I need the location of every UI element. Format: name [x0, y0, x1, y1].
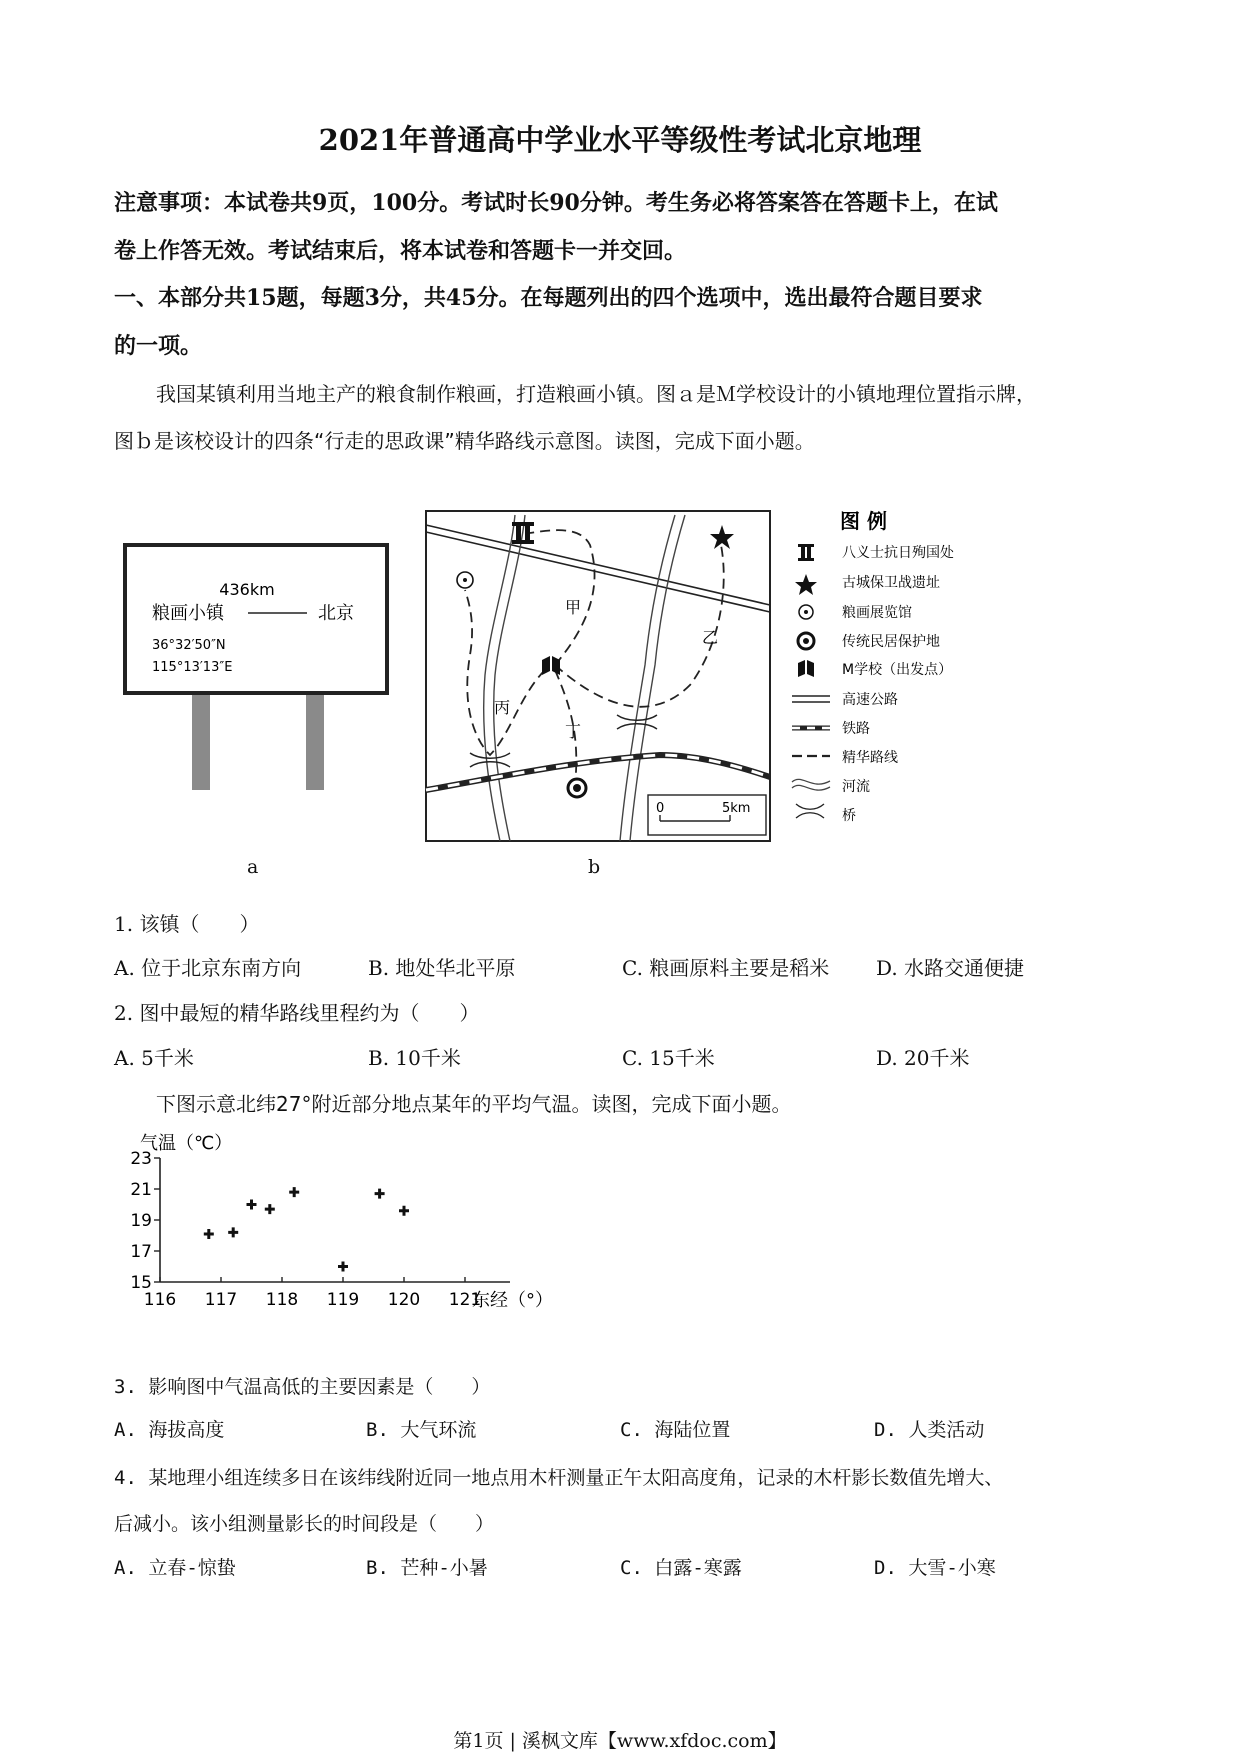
x-tick-label: 120 [387, 1290, 421, 1310]
legend-dot-circle-icon [799, 605, 813, 619]
q3-option-c[interactable]: C. 海陆位置 [620, 1419, 731, 1441]
legend-expressway-icon [792, 696, 830, 702]
question-4-line-1: 4. 某地理小组连续多日在该纬线附近同一地点用木杆测量正午太阳高度角，记录的木杆影长数值先增大、 [114, 1467, 1004, 1489]
x-tick-label: 117 [204, 1290, 238, 1310]
question-3-stem: 3. 影响图中气温高低的主要因素是（ ） [114, 1376, 491, 1398]
legend-book-icon [798, 660, 814, 677]
legend-label-8: 河流 [842, 779, 870, 795]
q4-option-a[interactable]: A. 立春-惊蛰 [114, 1557, 236, 1579]
figure-a-signboard [120, 540, 400, 790]
notice-line-2: 卷上作答无效。考试结束后，将本试卷和答题卡一并交回。 [114, 238, 687, 264]
sign-post-left [192, 690, 210, 790]
y-tick-label: 21 [130, 1180, 152, 1200]
question-4-line-2: 后减小。该小组测量影长的时间段是（ ） [114, 1513, 495, 1535]
temperature-scatter-chart [120, 1130, 580, 1325]
q1-option-a[interactable]: A. 位于北京东南方向 [114, 956, 302, 980]
sign-post-right [306, 690, 324, 790]
scale-end: 5km [722, 801, 751, 816]
q2-option-d[interactable]: D. 20千米 [876, 1046, 970, 1070]
page-footer: 第1页 | 溪枫文库【www.xfdoc.com】 [453, 1730, 787, 1752]
data-point [338, 1262, 348, 1272]
data-point [289, 1187, 299, 1197]
intro-1-line-2: 图ｂ是该校设计的四条“行走的思政课”精华路线示意图。读图，完成下面小题。 [114, 429, 815, 453]
page-title: 2021年普通高中学业水平等级性考试北京地理 [318, 123, 922, 157]
chart-ylabel: 气温（℃） [140, 1133, 233, 1154]
route-label-bing: 丙 [494, 698, 511, 717]
question-2-stem: 2. 图中最短的精华路线里程约为（ ） [114, 1001, 480, 1025]
map-frame [426, 511, 770, 841]
y-tick-label: 17 [130, 1242, 152, 1262]
double-circle-icon [568, 779, 586, 797]
section-heading-line-2: 的一项。 [114, 333, 203, 359]
legend-label-3: 传统民居保护地 [842, 634, 940, 650]
legend-star-icon [795, 574, 817, 595]
q3-option-d[interactable]: D. 人类活动 [874, 1419, 985, 1441]
y-tick-label: 23 [130, 1149, 152, 1169]
sign-distance: 436km [219, 580, 275, 599]
q3-option-b[interactable]: B. 大气环流 [366, 1419, 477, 1441]
route-label-ding: 丁 [565, 722, 582, 741]
x-tick-label: 121 [448, 1290, 482, 1310]
figure-a-caption: a [247, 856, 259, 878]
section-heading-line-1: 一、本部分共15题，每题3分，共45分。在每题列出的四个选项中，选出最符合题目要求 [114, 285, 983, 311]
data-point [265, 1204, 275, 1214]
intro-1-line-1: 我国某镇利用当地主产的粮食制作粮画，打造粮画小镇。图ａ是Ｍ学校设计的小镇地理位置指示牌， [156, 382, 1036, 406]
legend-label-2: 粮画展览馆 [842, 605, 912, 621]
q4-option-b[interactable]: B. 芒种-小暑 [366, 1557, 488, 1579]
legend-bridge-icon [796, 804, 824, 818]
scale-bar [648, 795, 766, 835]
q2-option-a[interactable]: A. 5千米 [114, 1046, 194, 1070]
y-tick-label: 15 [130, 1273, 152, 1293]
legend-label-7: 精华路线 [842, 750, 898, 766]
q4-option-d[interactable]: D. 大雪-小寒 [874, 1557, 996, 1579]
q1-option-b[interactable]: B. 地处华北平原 [368, 956, 516, 980]
legend-label-0: 八义士抗日殉国处 [842, 545, 954, 561]
data-point [375, 1189, 385, 1199]
x-tick-label: 118 [265, 1290, 299, 1310]
dot-circle-icon [457, 572, 473, 588]
intro-2: 下图示意北纬27°附近部分地点某年的平均气温。读图，完成下面小题。 [156, 1092, 792, 1116]
legend-label-1: 古城保卫战遗址 [842, 575, 940, 591]
legend-label-6: 铁路 [842, 721, 870, 737]
y-tick-label: 19 [130, 1211, 152, 1231]
q1-option-d[interactable]: D. 水路交通便捷 [876, 956, 1025, 980]
q1-option-c[interactable]: C. 粮画原料主要是稻米 [622, 956, 830, 980]
data-point [399, 1206, 409, 1216]
route-label-jia: 甲 [565, 598, 582, 617]
x-tick-label: 116 [143, 1290, 177, 1310]
q2-option-c[interactable]: C. 15千米 [622, 1046, 715, 1070]
legend-river-icon [792, 779, 830, 790]
data-point [247, 1200, 257, 1210]
chart-xlabel: 东经（°） [472, 1290, 553, 1311]
legend-label-5: 高速公路 [842, 692, 898, 708]
sign-city: 北京 [318, 603, 354, 624]
figure-b-caption: b [588, 856, 601, 878]
data-point [204, 1229, 214, 1239]
question-1-stem: 1. 该镇（ ） [114, 912, 260, 936]
sign-longitude: 115°13′13″E [152, 660, 233, 675]
x-tick-label: 119 [326, 1290, 360, 1310]
q4-option-c[interactable]: C. 白露-寒露 [620, 1557, 742, 1579]
legend-label-9: 桥 [842, 808, 856, 824]
map-legend [790, 505, 1000, 835]
q3-option-a[interactable]: A. 海拔高度 [114, 1419, 225, 1441]
sign-latitude: 36°32′50″N [152, 638, 226, 653]
legend-memorial-icon [798, 544, 814, 561]
sign-town: 粮画小镇 [152, 603, 224, 624]
legend-label-4: M学校（出发点） [842, 662, 953, 678]
notice-line-1: 注意事项：本试卷共9页，100分。考试时长90分钟。考生务必将答案答在答题卡上，在试 [114, 190, 998, 216]
legend-double-circle-icon [798, 633, 814, 649]
legend-title: 图 例 [840, 509, 887, 533]
q2-option-b[interactable]: B. 10千米 [368, 1046, 461, 1070]
data-point [228, 1227, 238, 1237]
route-label-yi: 乙 [702, 628, 719, 647]
figure-b-route-map [420, 505, 780, 845]
scale-zero: 0 [656, 801, 665, 816]
